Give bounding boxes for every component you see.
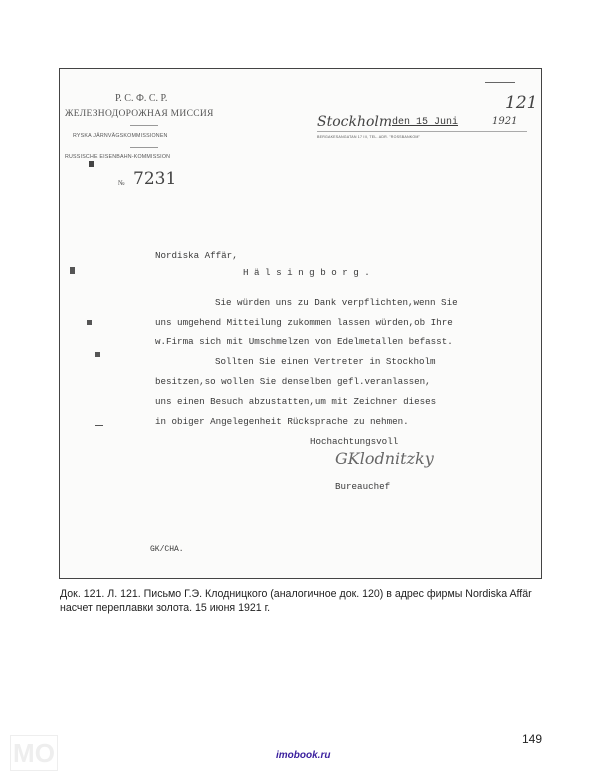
body-line: w.Firma sich mit Umschmelzen von Edelmetallen befasst. — [155, 336, 453, 347]
footer-link[interactable]: imobook.ru — [276, 750, 331, 761]
closing: Hochachtungsvoll — [310, 436, 399, 447]
body-line: besitzen,so wollen Sie denselben gefl.veranlassen, — [155, 376, 431, 387]
body-line: Sie würden uns zu Dank verpflichten,wenn Sie — [215, 297, 458, 308]
caption-line-1: Док. 121. Л. 121. Письмо Г.Э. Клодницкого (аналогичное док. 120) в адрес фирмы Nordiska Affär — [60, 588, 532, 600]
page-number: 149 — [522, 732, 543, 746]
ink-mark — [89, 161, 94, 167]
struck-mark — [485, 82, 515, 83]
recipient-city: H ä l s i n g b o r g . — [243, 267, 370, 278]
signer-title: Bureauchef — [335, 481, 391, 492]
body-line: in obiger Angelegenheit Rücksprache zu nehmen. — [155, 416, 409, 427]
body-line: uns umgehend Mitteilung zukommen lassen würden,ob Ihre — [155, 317, 453, 328]
scanned-letter — [59, 68, 542, 579]
date-line — [317, 131, 527, 132]
typist-initials: GK/CHA. — [150, 545, 184, 554]
ink-mark — [70, 267, 75, 274]
recipient: Nordiska Affär, — [155, 250, 238, 261]
body-line: Sollten Sie einen Vertreter in Stockholm — [215, 356, 436, 367]
number-label: № — [118, 179, 125, 187]
letter-year: 1921 — [492, 116, 518, 127]
ink-mark — [87, 320, 92, 325]
letter-city: Stockholm — [317, 114, 393, 130]
letter-date: den 15 Juni — [392, 117, 459, 128]
body-line: uns einen Besuch abzustatten,um mit Zeichner dieses — [155, 396, 437, 407]
folio-number: 121 — [505, 93, 538, 113]
divider — [130, 147, 158, 148]
registration-number: 7231 — [133, 169, 177, 189]
letterhead-mission: ЖЕЛЕЗНОДОРОЖНАЯ МИССИЯ — [65, 109, 214, 119]
letterhead-rsfsr: Р. С. Ф. С. Р. — [115, 93, 168, 104]
letterhead-address: BERGAKESANGATAN 17 III, TEL. ADR. "ROSSBANKOM" — [317, 135, 421, 139]
letterhead-german: RUSSISCHE EISENBAHN-KOMMISSION — [65, 154, 171, 160]
signature: GKlodnitzky — [335, 449, 434, 468]
caption-line-2: насчет переплавки золота. 15 июня 1921 г. — [60, 602, 271, 614]
ink-mark — [95, 425, 103, 426]
ink-mark — [95, 352, 100, 357]
publisher-logo-icon: MO — [10, 735, 58, 771]
letterhead-swedish: RYSKA JÄRNVÄGSKOMMISSIONEN — [73, 133, 168, 139]
divider — [130, 125, 158, 126]
